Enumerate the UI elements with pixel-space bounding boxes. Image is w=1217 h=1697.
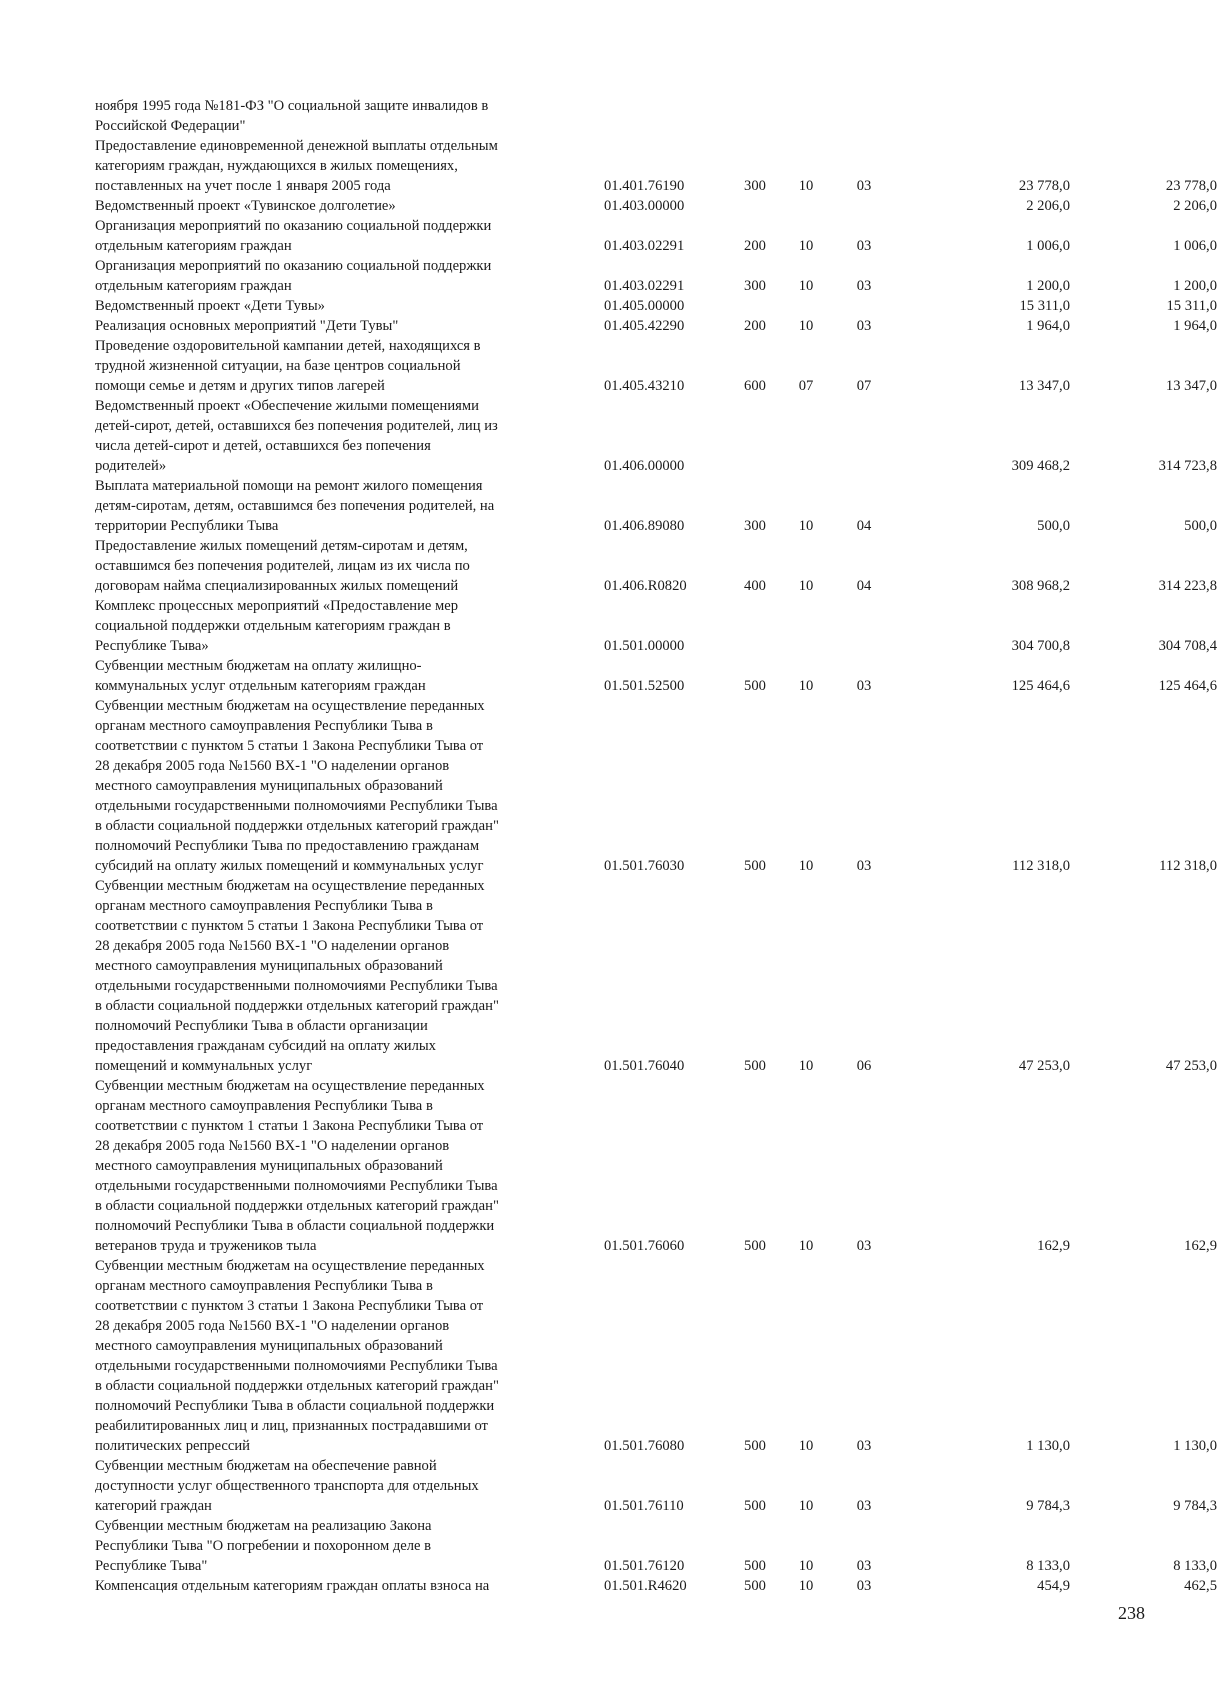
row-description: Предоставление единовременной денежной выплаты отдельным категориям граждан, нуждающихся в жилых помещениях, поставленных на учет после 1 января 2005 года (95, 138, 498, 194)
amount-year1-cell: 112 318,0 (1012, 858, 1070, 874)
table-row (95, 596, 1217, 656)
row-description: Компенсация отдельным категориям граждан оплаты взноса на (95, 1578, 490, 1594)
row-description: Организация мероприятий по оказанию социальной поддержки отдельным категориям граждан (95, 218, 492, 254)
section-cell: 10 (798, 1238, 814, 1254)
amount-year2-cell: 1 964,0 (1173, 318, 1217, 334)
section-cell: 10 (798, 238, 814, 254)
section-cell: 10 (798, 518, 814, 534)
target-code-cell: 01.501.00000 (604, 638, 685, 654)
amount-year2-cell: 304 708,4 (1158, 638, 1217, 654)
table-row (95, 696, 1217, 876)
amount-year1-cell: 454,9 (1037, 1578, 1070, 1594)
target-code-cell: 01.401.76190 (604, 178, 685, 194)
target-code-cell: 01.403.02291 (604, 238, 685, 254)
table-row (95, 536, 1217, 596)
subsection-cell: 03 (856, 1438, 872, 1454)
amount-year2-cell: 1 006,0 (1173, 238, 1217, 254)
amount-year1-cell: 1 006,0 (1026, 238, 1070, 254)
amount-year2-cell: 8 133,0 (1173, 1558, 1217, 1574)
row-description: Организация мероприятий по оказанию социальной поддержки отдельным категориям граждан (95, 258, 492, 294)
expense-type-cell: 500 (744, 678, 766, 694)
amount-year1-cell: 2 206,0 (1026, 198, 1070, 214)
table-row (95, 1456, 1217, 1516)
target-code-cell: 01.501.52500 (604, 678, 685, 694)
expense-type-cell: 300 (744, 518, 766, 534)
table-row (95, 216, 1217, 256)
target-code-cell: 01.501.76040 (604, 1058, 685, 1074)
expense-type-cell: 400 (744, 578, 766, 594)
expense-type-cell: 500 (744, 1058, 766, 1074)
target-code-cell: 01.403.02291 (604, 278, 685, 294)
amount-year2-cell: 462,5 (1184, 1578, 1217, 1594)
table-row (95, 296, 1217, 316)
subsection-cell: 03 (856, 178, 872, 194)
amount-year2-cell: 47 253,0 (1165, 1058, 1217, 1074)
amount-year1-cell: 308 968,2 (1011, 578, 1070, 594)
page-number: 238 (1118, 1603, 1145, 1623)
section-cell: 10 (798, 318, 814, 334)
table-row (95, 476, 1217, 536)
subsection-cell: 07 (856, 378, 872, 394)
row-description: ноября 1995 года №181-ФЗ "О социальной защите инвалидов в Российской Федерации" (95, 98, 489, 134)
row-description: Субвенции местным бюджетам на осуществление переданных органам местного самоуправления Республики Тыва в соответствии с пунктом 5 статьи 1 Закона Республики Тыва от 28 декабря 2005 года №1560 ВХ-1 "О наделении органов местного самоуправления муниципальных образований отдельными государственными полномочиями Республики Тыва в области социальной поддержки отдельных категорий граждан" полномочий Республики Тыва по предоставлению гражданам субсидий на оплату жилых помещений и коммунальных услуг (95, 698, 499, 874)
budget-table (95, 96, 1217, 1596)
expense-type-cell: 500 (744, 858, 766, 874)
section-cell: 10 (798, 1058, 814, 1074)
table-row (95, 656, 1217, 696)
target-code-cell: 01.501.76060 (604, 1238, 685, 1254)
target-code-cell: 01.406.00000 (604, 458, 685, 474)
section-cell: 10 (798, 1498, 814, 1514)
subsection-cell: 03 (856, 318, 872, 334)
table-row (95, 136, 1217, 196)
row-description: Субвенции местным бюджетам на оплату жилищно- коммунальных услуг отдельным категориям граждан (95, 658, 426, 694)
target-code-cell: 01.501.76080 (604, 1438, 685, 1454)
amount-year2-cell: 112 318,0 (1159, 858, 1217, 874)
amount-year1-cell: 15 311,0 (1019, 298, 1070, 314)
row-description: Ведомственный проект «Тувинское долголетие» (95, 198, 396, 214)
table-row (95, 96, 1135, 136)
table-row (95, 876, 1217, 1076)
amount-year1-cell: 47 253,0 (1018, 1058, 1070, 1074)
target-code-cell: 01.501.76030 (604, 858, 685, 874)
expense-type-cell: 300 (744, 178, 766, 194)
table-row (95, 1076, 1217, 1256)
section-cell: 10 (798, 1438, 814, 1454)
amount-year2-cell: 314 723,8 (1158, 458, 1217, 474)
expense-type-cell: 200 (744, 238, 766, 254)
target-code-cell: 01.501.76120 (604, 1558, 685, 1574)
target-code-cell: 01.405.00000 (604, 298, 685, 314)
subsection-cell: 03 (856, 1498, 872, 1514)
row-description: Ведомственный проект «Дети Тувы» (95, 298, 325, 314)
amount-year2-cell: 13 347,0 (1165, 378, 1217, 394)
table-row (95, 1516, 1217, 1576)
row-description: Реализация основных мероприятий "Дети Тувы" (95, 318, 399, 334)
amount-year2-cell: 500,0 (1184, 518, 1217, 534)
amount-year2-cell: 162,9 (1184, 1238, 1217, 1254)
section-cell: 10 (798, 278, 814, 294)
row-description: Комплекс процессных мероприятий «Предоставление мер социальной поддержки отдельным категориям граждан в Республике Тыва» (95, 598, 459, 654)
target-code-cell: 01.405.43210 (604, 378, 685, 394)
row-description: Проведение оздоровительной кампании детей, находящихся в трудной жизненной ситуации, на базе центров социальной помощи семье и детям и других типов лагерей (95, 338, 481, 394)
amount-year2-cell: 9 784,3 (1173, 1498, 1217, 1514)
subsection-cell: 04 (856, 518, 872, 534)
amount-year1-cell: 1 200,0 (1026, 278, 1070, 294)
amount-year1-cell: 304 700,8 (1011, 638, 1070, 654)
subsection-cell: 03 (856, 1238, 872, 1254)
amount-year2-cell: 15 311,0 (1166, 298, 1217, 314)
table-row (95, 396, 1217, 476)
section-cell: 10 (798, 858, 814, 874)
amount-year1-cell: 162,9 (1037, 1238, 1070, 1254)
table-row (95, 336, 1217, 396)
table-row (95, 316, 1217, 336)
section-cell: 10 (798, 1558, 814, 1574)
table-row (95, 196, 1217, 216)
expense-type-cell: 200 (744, 318, 766, 334)
amount-year2-cell: 314 223,8 (1158, 578, 1217, 594)
section-cell: 10 (798, 178, 814, 194)
expense-type-cell: 500 (744, 1578, 766, 1594)
row-description: Субвенции местным бюджетам на реализацию Закона Республики Тыва "О погребении и похоронном деле в Республике Тыва" (95, 1518, 432, 1574)
subsection-cell: 03 (856, 1558, 872, 1574)
subsection-cell: 04 (856, 578, 872, 594)
amount-year1-cell: 1 964,0 (1026, 318, 1070, 334)
amount-year1-cell: 9 784,3 (1026, 1498, 1070, 1514)
subsection-cell: 03 (856, 858, 872, 874)
expense-type-cell: 500 (744, 1498, 766, 1514)
amount-year1-cell: 500,0 (1037, 518, 1070, 534)
section-cell: 10 (798, 678, 814, 694)
target-code-cell: 01.501.76110 (604, 1498, 684, 1514)
row-description: Субвенции местным бюджетам на осуществление переданных органам местного самоуправления Республики Тыва в соответствии с пунктом 1 статьи 1 Закона Республики Тыва от 28 декабря 2005 года №1560 ВХ-1 "О наделении органов местного самоуправления муниципальных образований отдельными государственными полномочиями Республики Тыва в области социальной поддержки отдельных категорий граждан" полномочий Республики Тыва в области социальной поддержки ветеранов труда и тружеников тыла (95, 1078, 499, 1254)
target-code-cell: 01.406.R0820 (604, 578, 687, 594)
expense-type-cell: 600 (744, 378, 766, 394)
row-description: Субвенции местным бюджетам на обеспечение равной доступности услуг общественного транспорта для отдельных категорий граждан (95, 1458, 479, 1514)
section-cell: 07 (798, 378, 814, 394)
amount-year1-cell: 23 778,0 (1018, 178, 1070, 194)
amount-year2-cell: 1 130,0 (1173, 1438, 1217, 1454)
target-code-cell: 01.403.00000 (604, 198, 685, 214)
target-code-cell: 01.405.42290 (604, 318, 685, 334)
subsection-cell: 03 (856, 1578, 872, 1594)
subsection-cell: 03 (856, 278, 872, 294)
target-code-cell: 01.501.R4620 (604, 1578, 687, 1594)
subsection-cell: 03 (856, 678, 872, 694)
expense-type-cell: 500 (744, 1438, 766, 1454)
expense-type-cell: 500 (744, 1558, 766, 1574)
amount-year1-cell: 13 347,0 (1018, 378, 1070, 394)
amount-year2-cell: 1 200,0 (1173, 278, 1217, 294)
row-description: Предоставление жилых помещений детям-сиротам и детям, оставшимся без попечения родителей, лицам из их числа по договорам найма специализированных жилых помещений (95, 538, 470, 594)
amount-year1-cell: 8 133,0 (1026, 1558, 1070, 1574)
table-row (95, 1576, 1217, 1596)
amount-year2-cell: 2 206,0 (1173, 198, 1217, 214)
row-description: Субвенции местным бюджетам на осуществление переданных органам местного самоуправления Республики Тыва в соответствии с пунктом 5 статьи 1 Закона Республики Тыва от 28 декабря 2005 года №1560 ВХ-1 "О наделении органов местного самоуправления муниципальных образований отдельными государственными полномочиями Республики Тыва в области социальной поддержки отдельных категорий граждан" полномочий Республики Тыва в области организации предоставления гражданам субсидий на оплату жилых помещений и коммунальных услуг (95, 878, 499, 1074)
section-cell: 10 (798, 578, 814, 594)
amount-year1-cell: 309 468,2 (1011, 458, 1070, 474)
target-code-cell: 01.406.89080 (604, 518, 685, 534)
row-description: Выплата материальной помощи на ремонт жилого помещения детям-сиротам, детям, оставшимся без попечения родителей, на территории Республики Тыва (95, 478, 495, 534)
table-row (95, 1256, 1217, 1456)
subsection-cell: 03 (856, 238, 872, 254)
amount-year1-cell: 125 464,6 (1011, 678, 1070, 694)
row-description: Субвенции местным бюджетам на осуществление переданных органам местного самоуправления Республики Тыва в соответствии с пунктом 3 статьи 1 Закона Республики Тыва от 28 декабря 2005 года №1560 ВХ-1 "О наделении органов местного самоуправления муниципальных образований отдельными государственными полномочиями Республики Тыва в области социальной поддержки отдельных категорий граждан" полномочий Республики Тыва в области социальной поддержки реабилитированных лиц и лиц, признанных пострадавшими от политических репрессий (95, 1258, 499, 1454)
row-description: Ведомственный проект «Обеспечение жилыми помещениями детей-сирот, детей, оставшихся без попечения родителей, лиц из числа детей-сирот и детей, оставшихся без попечения родителей» (95, 398, 498, 474)
subsection-cell: 06 (856, 1058, 872, 1074)
table-row (95, 256, 1217, 296)
expense-type-cell: 300 (744, 278, 766, 294)
expense-type-cell: 500 (744, 1238, 766, 1254)
amount-year2-cell: 23 778,0 (1165, 178, 1217, 194)
amount-year1-cell: 1 130,0 (1026, 1438, 1070, 1454)
amount-year2-cell: 125 464,6 (1158, 678, 1217, 694)
section-cell: 10 (798, 1578, 814, 1594)
